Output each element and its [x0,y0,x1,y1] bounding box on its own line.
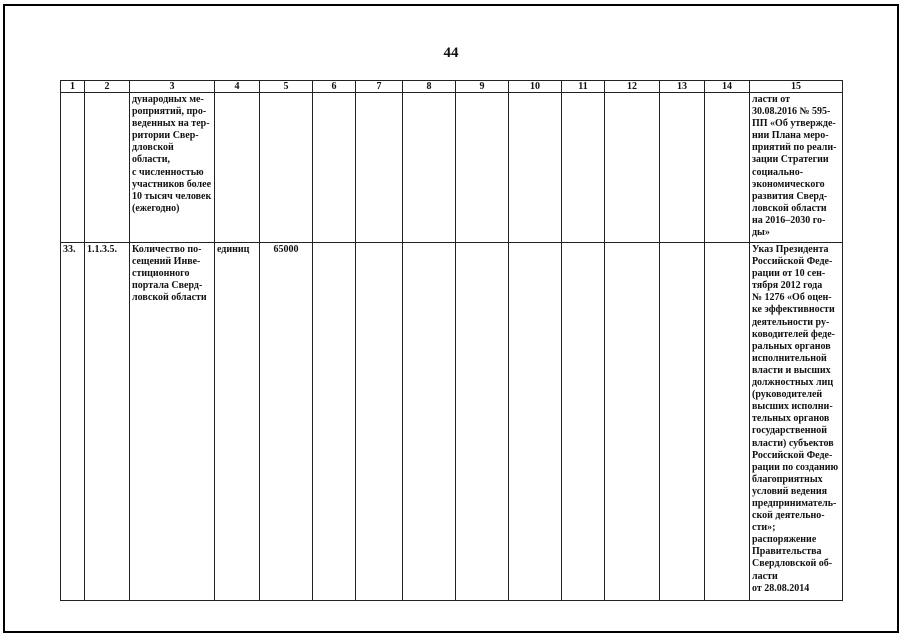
column-header: 3 [130,81,215,93]
empty-cell [705,93,750,243]
code-cell: 1.1.3.5. [85,243,130,601]
column-header: 6 [313,81,356,93]
column-header: 2 [85,81,130,93]
table-row [61,243,843,601]
value-cell [260,93,313,243]
source-document-cell: ласти от 30.08.2016 № 595- ПП «Об утвержде- нии Плана меро- приятий по реали- зации Стратегии социально- экономического развития Сверд- ловской области на 2016–2030 го- ды» [750,93,843,243]
empty-cell [562,243,605,601]
column-header: 13 [660,81,705,93]
empty-cell [313,93,356,243]
empty-cell [660,243,705,601]
empty-cell [562,93,605,243]
page-number: 44 [443,45,459,61]
empty-cell [403,243,456,601]
column-header: 4 [215,81,260,93]
column-header: 9 [456,81,509,93]
row-number-cell [61,93,85,243]
empty-cell [605,243,660,601]
column-header: 8 [403,81,456,93]
unit-cell: единиц [215,243,260,601]
table-row [61,93,843,243]
indicator-name-cell: дународных ме- роприятий, про- веденных на тер- ритории Свер- дловской области, с численностью участников более 10 тысяч человек (ежегодно) [130,93,215,243]
data-table [60,80,843,601]
empty-cell [509,93,562,243]
header-row [61,81,843,93]
column-header: 7 [356,81,403,93]
empty-cell [403,93,456,243]
source-document-cell: Указ Президента Российской Феде- рации от 10 сен- тября 2012 года № 1276 «Об оцен- ке эффективности деятельности ру- ководителей феде- ральных органов исполнительной власти и высших должностных лиц (руководителей высших исполни- тельных органов государственной власти) субъектов Российской Феде- рации по созданию благоприятных условий ведения предприниматель- ской деятельно- сти»; распоряжение Правительства Свердловской об- ласти от 28.08.2014 [750,243,843,601]
column-header: 5 [260,81,313,93]
column-header: 10 [509,81,562,93]
empty-cell [509,243,562,601]
column-header: 15 [750,81,843,93]
column-header: 14 [705,81,750,93]
unit-cell [215,93,260,243]
code-cell [85,93,130,243]
column-header: 12 [605,81,660,93]
empty-cell [456,243,509,601]
empty-cell [356,243,403,601]
empty-cell [313,243,356,601]
row-number-cell: 33. [61,243,85,601]
column-header: 11 [562,81,605,93]
value-cell: 65000 [260,243,313,601]
empty-cell [705,243,750,601]
empty-cell [456,93,509,243]
empty-cell [660,93,705,243]
empty-cell [605,93,660,243]
indicator-name-cell: Количество по- сещений Инве- стиционного портала Сверд- ловской области [130,243,215,601]
empty-cell [356,93,403,243]
column-header: 1 [61,81,85,93]
